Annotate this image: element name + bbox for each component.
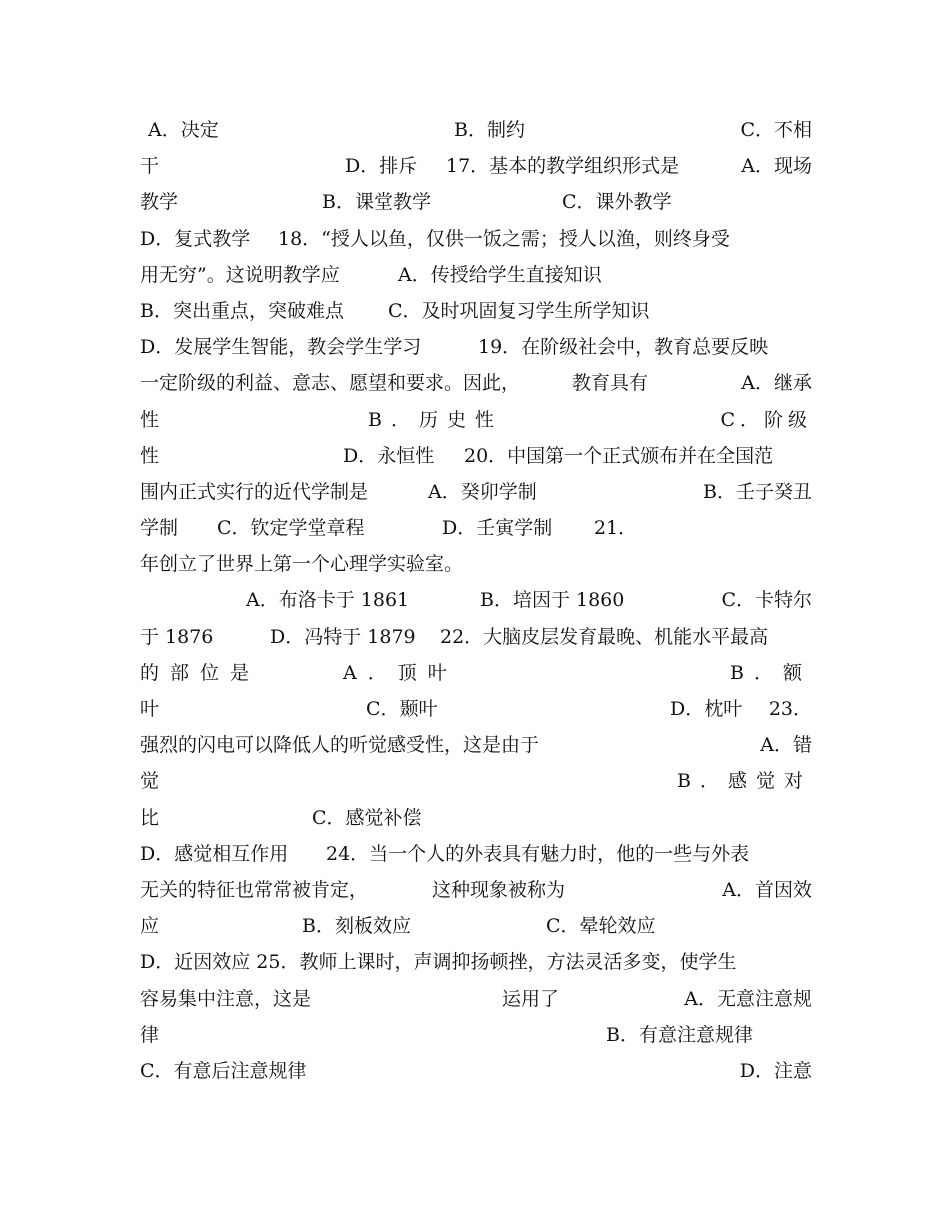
question-text: 19．在阶级社会中，教育总要反映 [478, 336, 769, 359]
option-text: 于 1876 [140, 625, 214, 648]
option-text: B．刻板效应 [302, 915, 411, 938]
document-body [140, 112, 812, 1089]
option-text: A．顶叶 [343, 661, 458, 684]
question-text: 一定阶级的利益、意志、愿望和要求。因此， [140, 372, 521, 395]
option-text: B．额 [730, 661, 812, 684]
text-line-8 [140, 365, 812, 401]
option-text: D．冯特于 1879 [270, 625, 416, 648]
question-text: 年创立了世界上第一个心理学实验室。 [140, 553, 464, 576]
option-text: A．现场 [741, 155, 812, 178]
text-line-5 [140, 257, 812, 293]
option-text: B．壬子癸丑 [703, 480, 812, 503]
option-text: D．感觉相互作用 [140, 842, 289, 865]
question-number: 21． [594, 517, 638, 540]
option-text: B．制约 [454, 119, 525, 141]
option-text: D．壬寅学制 [442, 517, 553, 540]
text-line-6 [140, 293, 812, 329]
question-text: 用无穷”。这说明教学应 [140, 263, 340, 286]
question-text: 围内正式实行的近代学制是 [140, 480, 369, 503]
text-line-16 [140, 655, 812, 691]
question-text: 强烈的闪电可以降低人的听觉感受性，这是由于 [140, 734, 540, 757]
text-line-21 [140, 836, 812, 872]
option-text: C．阶级 [720, 408, 812, 431]
option-text: C．不相 [740, 119, 812, 141]
option-text: D．复式教学 [140, 227, 251, 250]
question-text: 20．中国第一个正式颁布并在全国范 [464, 444, 774, 467]
text-line-10 [140, 438, 812, 474]
option-text: 叶 [140, 698, 160, 720]
question-text: 容易集中注意，这是 [140, 987, 312, 1010]
question-text: 24．当一个人的外表具有魅力时，他的一些与外表 [326, 842, 750, 865]
option-text: A．布洛卡于 1861 [246, 589, 410, 612]
text-line-7 [140, 329, 812, 365]
option-text: 比 [140, 806, 160, 829]
option-text: B．课堂教学 [322, 191, 431, 214]
text-line-1 [140, 112, 812, 148]
option-text: B．感觉对 [677, 770, 812, 793]
option-text: B．历史性 [368, 408, 503, 431]
option-text: A．传授给学生直接知识 [398, 263, 602, 286]
option-text: 律 [140, 1023, 160, 1046]
text-line-11 [140, 474, 812, 510]
text-line-14 [140, 582, 812, 618]
text-line-13 [140, 546, 812, 582]
option-text: C．及时巩固复习学生所学知识 [388, 299, 650, 322]
question-text: D．近因效应 25．教师上课时，声调抑扬顿挫，方法灵活多变，使学生 [140, 951, 737, 974]
text-line-18 [140, 727, 812, 763]
option-text: D．注意 [739, 1059, 812, 1082]
option-text: 性 [140, 408, 160, 431]
text-line-24 [140, 944, 812, 980]
option-text: B．培因于 1860 [480, 589, 625, 612]
option-text: D．枕叶 [670, 698, 743, 720]
question-text: 无关的特征也常常被肯定， [140, 878, 369, 901]
option-text: C．晕轮效应 [546, 915, 656, 938]
question-text: 17．基本的教学组织形式是 [446, 155, 680, 178]
text-line-22 [140, 872, 812, 908]
option-text: 应 [140, 915, 160, 938]
option-text: A．首因效 [722, 878, 812, 901]
text-line-15 [140, 619, 812, 655]
option-text: A．无意注意规 [684, 987, 812, 1010]
text-line-12 [140, 510, 812, 546]
question-text: 的部位是 [140, 661, 261, 684]
option-text: C．课外教学 [562, 191, 672, 214]
option-text: D．永恒性 [343, 444, 435, 467]
option-text: A．错 [760, 734, 812, 757]
question-text: 22．大脑皮层发育最晚、机能水平最高 [440, 625, 769, 648]
option-text: C．卡特尔 [721, 589, 812, 612]
option-text: D．发展学生智能，教会学生学习 [140, 336, 422, 359]
option-text: A．决定 [148, 119, 219, 141]
question-text: 这种现象被称为 [432, 878, 566, 901]
question-text: 运用了 [502, 987, 560, 1010]
option-text: A．继承 [741, 372, 812, 395]
text-line-2 [140, 148, 812, 184]
text-line-17 [140, 691, 812, 727]
text-line-20 [140, 800, 812, 836]
option-text: B．突出重点，突破难点 [140, 299, 344, 322]
option-text: C．颞叶 [366, 698, 438, 720]
option-text: 学制 [140, 517, 179, 540]
question-number: 23． [768, 698, 812, 720]
option-text: B．有意注意规律 [606, 1023, 753, 1046]
text-line-3 [140, 184, 812, 220]
option-text: 觉 [140, 770, 160, 793]
option-text: C．有意后注意规律 [140, 1059, 307, 1082]
question-text: 18．“授人以鱼，仅供一饭之需；授人以渔，则终身受 [278, 227, 730, 250]
option-text: D．排斥 [345, 155, 418, 178]
option-text: C．钦定学堂章程 [217, 517, 365, 540]
text-line-25 [140, 981, 812, 1017]
text-line-9 [140, 402, 812, 438]
text-line-26 [140, 1017, 812, 1053]
option-text: 干 [140, 155, 160, 178]
option-text: 教学 [140, 191, 179, 214]
text-line-4 [140, 221, 812, 257]
option-text: 性 [140, 444, 160, 467]
question-text: 教育具有 [572, 372, 649, 395]
option-text: A．癸卯学制 [428, 480, 537, 503]
text-line-27 [140, 1053, 812, 1089]
text-line-19 [140, 763, 812, 799]
option-text: C．感觉补偿 [312, 806, 422, 829]
text-line-23 [140, 908, 812, 944]
